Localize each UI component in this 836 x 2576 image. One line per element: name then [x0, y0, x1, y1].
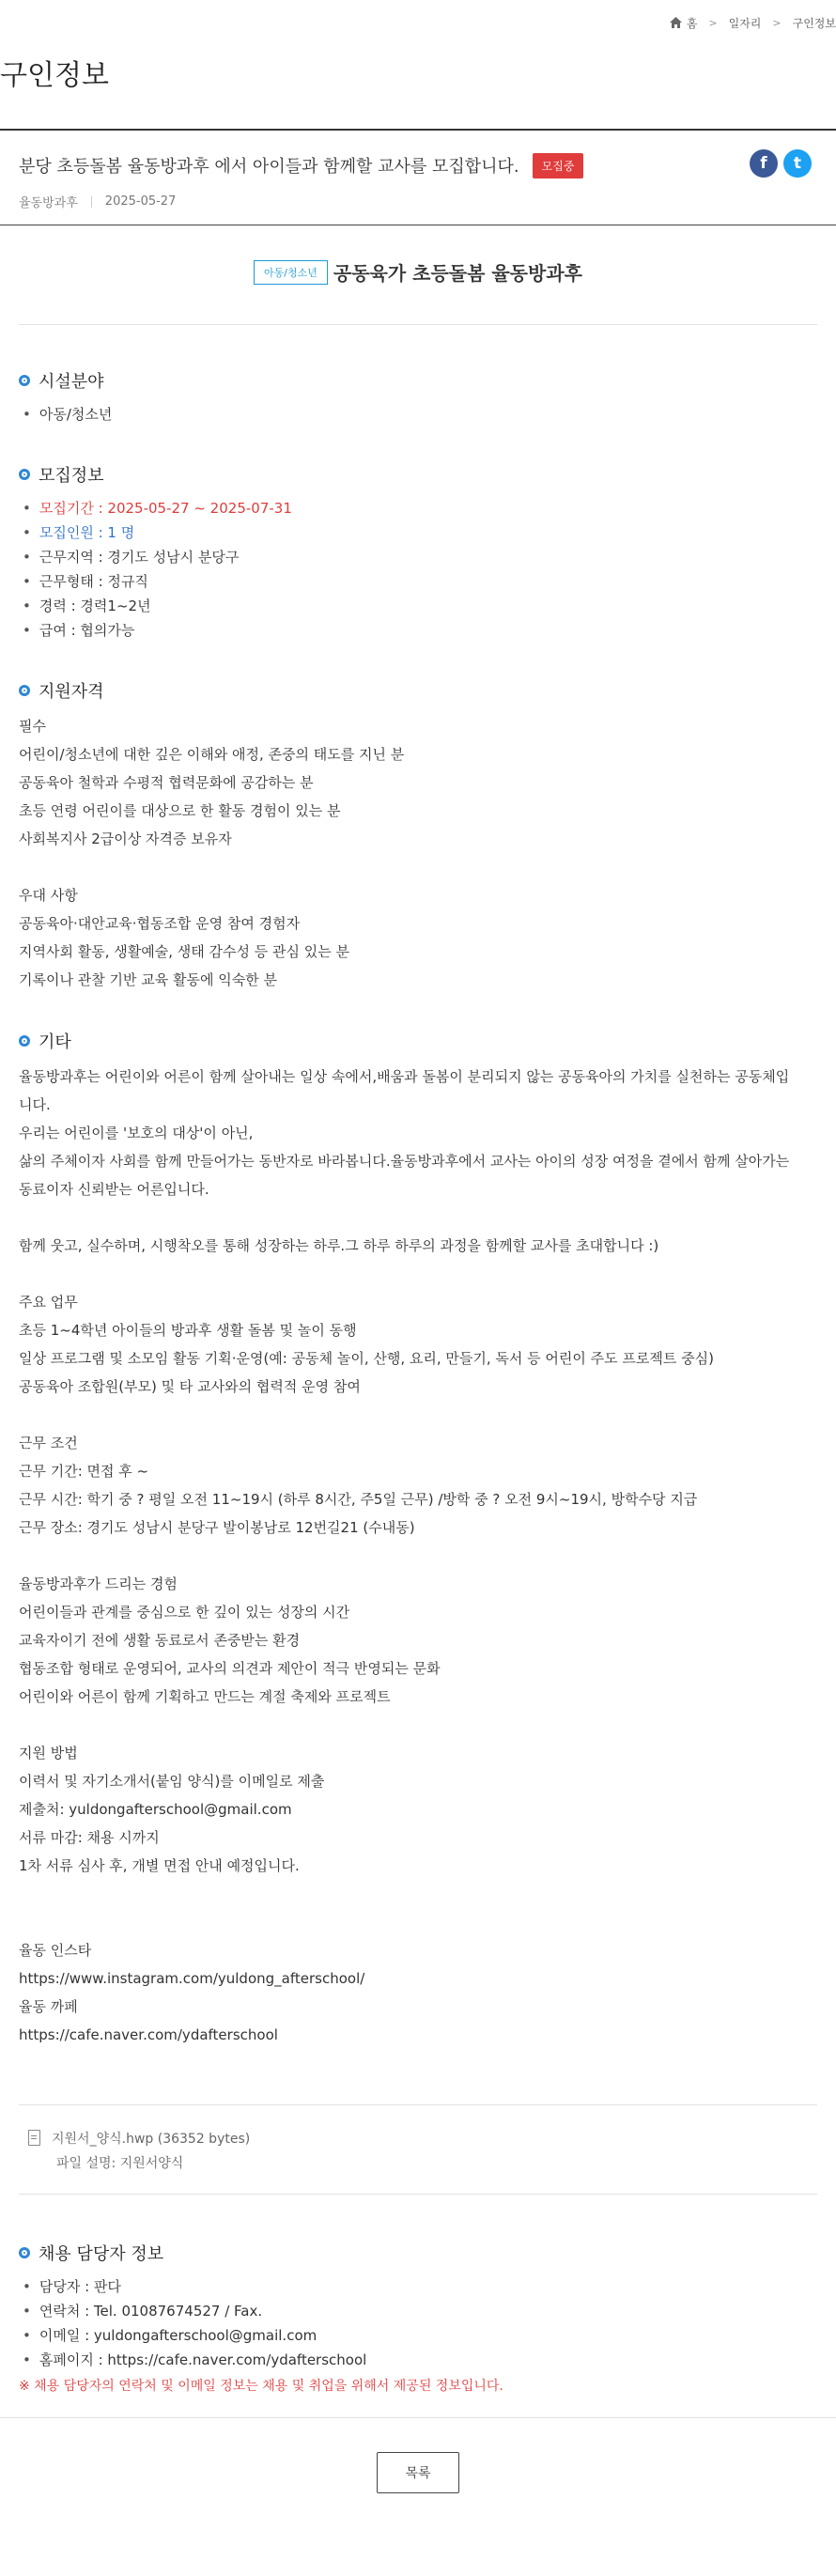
text-line: 율동방과후는 어린이와 어른이 함께 살아내는 일상 속에서,배움과 돌봄이 분리되지 않는 공동육아의 가치를 실천하는 공동체입	[19, 1068, 790, 1085]
share-buttons	[750, 149, 812, 178]
text-line	[19, 1401, 827, 1429]
subject-title: 공동육가 초등돌봄 율동방과후	[333, 262, 582, 285]
section-qualification	[19, 678, 827, 994]
list-item: • 이메일 : yuldongafterschool@gmail.com	[23, 2323, 827, 2348]
section-bullet-icon	[19, 469, 30, 480]
post-header	[0, 131, 836, 225]
chevron-right-icon: >	[772, 16, 782, 29]
list-item: • 급여 : 협의가능	[23, 618, 827, 643]
facebook-share-icon[interactable]: f	[750, 149, 778, 178]
list-item: • 연락처 : Tel. 01087674527 / Fax.	[23, 2299, 827, 2323]
attachment-description: 파일 설명: 지원서양식	[56, 2156, 184, 2171]
text-line: 지역사회 활동, 생활예술, 생태 감수성 등 관심 있는 분	[19, 943, 349, 960]
cafe-link[interactable]: https://cafe.naver.com/ydafterschool	[19, 2026, 278, 2043]
list-item: • 경력 : 경력1~2년	[23, 594, 827, 618]
text-line	[19, 853, 827, 881]
text-line: 교육자이기 전에 생활 동료로서 존중받는 환경	[19, 1632, 301, 1649]
section-heading	[19, 2241, 827, 2265]
text-line: 사회복지사 2급이상 자격증 보유자	[19, 830, 232, 847]
chevron-right-icon: >	[708, 16, 718, 29]
qualification-text	[19, 712, 827, 994]
text-line: 제출처: yuldongafterschool@gmail.com	[19, 1801, 292, 1818]
etc-text	[19, 1063, 827, 2049]
divider	[19, 324, 817, 325]
list-item: • 담당자 : 판다	[23, 2274, 827, 2299]
text-line: 삶의 주체이자 사회를 함께 만들어가는 동반자로 바라봅니다.율동방과후에서 교사는 아이의 성장 여정을 곁에서 함께 살아가는	[19, 1153, 790, 1170]
text-line: 초등 1~4학년 아이들의 방과후 생활 돌봄 및 놀이 동행	[19, 1322, 357, 1339]
list-item: • 홈페이지 : https://cafe.naver.com/ydafterschool	[23, 2348, 827, 2372]
text-line: 율동방과후가 드리는 경험	[19, 1575, 178, 1592]
list-button[interactable]: 목록	[377, 2452, 459, 2493]
recruit-list	[19, 496, 827, 643]
section-heading-text: 모집정보	[39, 466, 104, 486]
text-line: 어린이들과 관계를 중심으로 한 깊이 있는 성장의 시간	[19, 1604, 350, 1621]
text-line: 공동육아 조합원(부모) 및 타 교사와의 협력적 운영 참여	[19, 1378, 361, 1395]
text-line: 이력서 및 자기소개서(붙임 양식)를 이메일로 제출	[19, 1773, 325, 1790]
text-line: 율동 까페	[19, 1998, 78, 2015]
section-bullet-icon	[19, 685, 30, 696]
breadcrumb-jobs[interactable]: 일자리	[728, 16, 762, 30]
post-title-text: 분당 초등돌봄 율동방과후 에서 아이들과 함께할 교사를 모집합니다.	[19, 157, 519, 177]
text-line: 어린이와 어른이 함께 기획하고 만드는 계절 축제와 프로젝트	[19, 1688, 391, 1705]
section-contact	[19, 2241, 827, 2395]
text-line: 율동 인스타	[19, 1942, 92, 1959]
post-org: 율동방과후	[19, 196, 78, 210]
text-line: 근무 기간: 면접 후 ~	[19, 1463, 149, 1480]
text-line: 초등 연령 어린이를 대상으로 한 활동 경험이 있는 분	[19, 802, 341, 819]
section-etc	[19, 1029, 827, 2049]
section-heading-text: 지원자격	[39, 682, 104, 702]
text-line	[19, 1260, 827, 1288]
breadcrumb	[670, 12, 836, 33]
text-line: 근무 장소: 경기도 성남시 분당구 발이봉남로 12번길21 (수내동)	[19, 1519, 415, 1536]
subject-heading	[0, 258, 836, 287]
section-heading-text: 채용 담당자 정보	[39, 2244, 164, 2264]
instagram-link[interactable]: https://www.instagram.com/yuldong_afterschool/	[19, 1970, 365, 1987]
recruit-period: • 모집기간 : 2025-05-27 ~ 2025-07-31	[23, 496, 827, 520]
section-heading-text: 기타	[39, 1032, 71, 1052]
text-line: 공동육아 철학과 수평적 협력문화에 공감하는 분	[19, 774, 314, 791]
recruit-count: • 모집인원 : 1 명	[23, 520, 827, 545]
list-item: • 아동/청소년	[23, 402, 827, 427]
post-meta	[19, 193, 176, 210]
divider	[19, 2104, 817, 2105]
text-line: 필수	[19, 718, 46, 735]
text-line: 근무 시간: 학기 중 ? 평일 오전 11~19시 (하루 8시간, 주5일 근무) /방학 중 ? 오전 9시~19시, 방학수당 지급	[19, 1491, 698, 1508]
text-line: 니다.	[19, 1096, 51, 1113]
text-line: 협동조합 형태로 운영되어, 교사의 의견과 제안이 적극 반영되는 문화	[19, 1660, 441, 1677]
field-list	[19, 402, 827, 427]
text-line	[19, 1203, 827, 1232]
text-line	[19, 1711, 827, 1739]
privacy-notice: ※ 채용 담당자의 연락처 및 이메일 정보는 채용 및 취업을 위해서 제공된 정보입니다.	[19, 2379, 503, 2394]
meta-divider	[91, 196, 92, 208]
section-bullet-icon	[19, 375, 30, 386]
text-line: 동료이자 신뢰받는 어른입니다.	[19, 1181, 209, 1198]
section-heading-text: 시설분야	[39, 372, 104, 392]
page-title: 구인정보	[0, 59, 109, 92]
category-tag: 아동/청소년	[254, 260, 328, 285]
attachment	[28, 2129, 250, 2148]
divider	[19, 2194, 817, 2195]
divider	[0, 2417, 836, 2418]
text-line: 서류 마감: 채용 시까지	[19, 1829, 160, 1846]
section-heading	[19, 1029, 827, 1053]
file-icon	[28, 2130, 40, 2146]
attachment-link[interactable]: 지원서_양식.hwp (36352 bytes)	[52, 2132, 251, 2147]
section-heading	[19, 462, 827, 487]
list-item: • 근무지역 : 경기도 성남시 분당구	[23, 545, 827, 569]
section-bullet-icon	[19, 2247, 30, 2258]
breadcrumb-job-offers[interactable]: 구인정보	[792, 16, 836, 30]
text-line: 함께 웃고, 실수하며, 시행착오를 통해 성장하는 하루.그 하루 하루의 과정을 함께할 교사를 초대합니다 :)	[19, 1237, 659, 1254]
post-date: 2025-05-27	[104, 194, 177, 209]
breadcrumb-home[interactable]: 홈	[686, 16, 698, 30]
status-badge: 모집중	[533, 153, 584, 178]
section-heading	[19, 368, 827, 393]
text-line: 공동육아·대안교육·협동조합 운영 참여 경험자	[19, 915, 301, 932]
twitter-share-icon[interactable]: t	[783, 149, 812, 178]
text-line: 기록이나 관찰 기반 교육 활동에 익숙한 분	[19, 971, 277, 988]
text-line: 일상 프로그램 및 소모임 활동 기획·운영(예: 공동체 놀이, 산행, 요리, 만들기, 독서 등 어린이 주도 프로젝트 중심)	[19, 1350, 714, 1367]
section-field	[19, 368, 827, 427]
text-line: 지원 방법	[19, 1745, 78, 1761]
text-line	[19, 1542, 827, 1570]
text-line: 어린이/청소년에 대한 깊은 이해와 애정, 존중의 태도를 지닌 분	[19, 746, 405, 763]
text-line: 주요 업무	[19, 1294, 78, 1311]
text-line	[19, 1880, 827, 1908]
section-heading	[19, 678, 827, 703]
home-icon[interactable]	[670, 17, 682, 28]
text-line: 근무 조건	[19, 1435, 78, 1451]
section-recruit	[19, 462, 827, 643]
text-line: 우리는 어린이를 '보호의 대상'이 아닌,	[19, 1125, 254, 1141]
section-bullet-icon	[19, 1035, 30, 1047]
post-title	[19, 153, 583, 180]
contact-list	[19, 2274, 827, 2372]
text-line: 우대 사항	[19, 887, 78, 904]
text-line	[19, 1908, 827, 1936]
text-line: 1차 서류 심사 후, 개별 면접 안내 예정입니다.	[19, 1857, 300, 1874]
list-item: • 근무형태 : 정규직	[23, 569, 827, 594]
